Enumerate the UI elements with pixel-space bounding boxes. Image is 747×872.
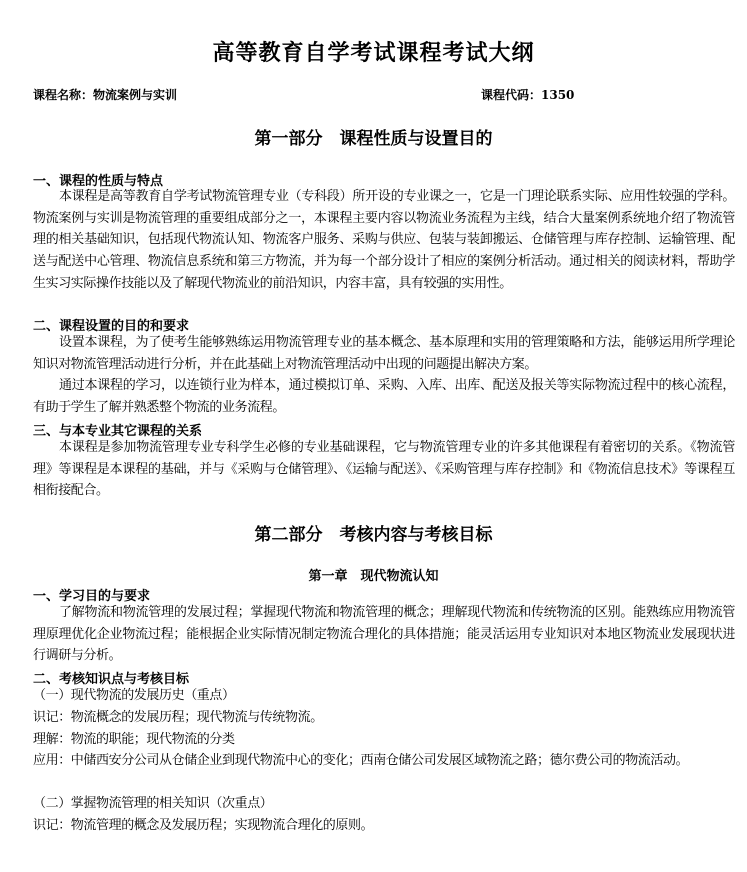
section-heading-purpose: 二、课程设置的目的和要求 (33, 319, 190, 334)
paragraph-goals: 了解物流和物流管理的发展过程；掌握现代物流和物流管理的概念；理解现代物流和传统物流的区别。能熟练应用物流管理原理优化企业物流过程；能根据企业实际情况制定物流合理化的具体措施；能灵活运用专业知识对本地区物流业发展现状进行调研与分析。 (33, 605, 735, 664)
document-title: 高等教育自学考试课程考试大纲 (212, 40, 535, 66)
paragraph-nature: 本课程是高等教育自学考试物流管理专业（专科段）所开设的专业课之一，它是一门理论联系实际、应用性较强的学科。物流案例与实训是物流管理的重要组成部分之一，本课程主要内容以物流业务流程为主线，结合大量案例系统地介绍了物流管理的相关基础知识，包括现代物流认知、物流客户服务、采购与供应、包装与装卸搬运、仓储管理与库存控制、运输管理、配送与配送中心管理、物流信息系统和第三方物流，并为每一个部分设计了相应的案例分析活动。通过相关的阅读材料，帮助学生实习实际操作技能以及了解现代物流业的前沿知识，内容丰富，具有较强的实用性。 (33, 189, 735, 291)
paragraph-relation: 本课程是参加物流管理专业专科学生必修的专业基础课程，它与物流管理专业的许多其他课程有着密切的关系。《物流管理》等课程是本课程的基础，并与《采购与仓储管理》、《运输与配送》、《采购管理与库存控制》和《物流信息技术》等课程互相衔接配合。 (33, 440, 735, 499)
course-code: 课程代码：1350 (481, 88, 575, 102)
item1-apply: 应用：中储西安分公司从仓储企业到现代物流中心的变化；西南仓储公司发展区域物流之路；德尔费公司的物流活动。 (33, 753, 689, 768)
section-heading-nature: 一、课程的性质与特点 (33, 174, 164, 189)
section-heading-goals: 一、学习目的与要求 (33, 589, 151, 604)
part1-title: 第一部分 课程性质与设置目的 (254, 129, 493, 149)
paragraph-purpose-2: 通过本课程的学习，以连锁行业为样本，通过模拟订单、采购、入库、出库、配送及报关等实际物流过程中的核心流程，有助于学生了解并熟悉整个物流的业务流程。 (33, 378, 735, 415)
item1-recall: 识记：物流概念的发展历程；现代物流与传统物流。 (33, 710, 323, 725)
section-heading-relation: 三、与本专业其它课程的关系 (33, 424, 203, 439)
part2-title: 第二部分 考核内容与考核目标 (254, 525, 493, 545)
knowledge-item-2: （二）掌握物流管理的相关知识（次重点） (33, 796, 273, 811)
course-meta (33, 86, 727, 104)
knowledge-item-1: （一）现代物流的发展历史（重点） (33, 688, 235, 703)
course-name: 课程名称：物流案例与实训 (33, 88, 178, 102)
chapter1-title: 第一章 现代物流认知 (308, 569, 439, 584)
item1-understand: 理解：物流的职能；现代物流的分类 (33, 732, 235, 747)
paragraph-purpose-1: 设置本课程，为了使考生能够熟练运用物流管理专业的基本概念、基本原理和实用的管理策略和方法，能够运用所学理论知识对物流管理活动进行分析，并在此基础上对物流管理活动中出现的问题提出解决方案。 (33, 335, 735, 372)
item2-recall: 识记：物流管理的概念及发展历程；实现物流合理化的原则。 (33, 818, 374, 833)
section-heading-knowledge: 二、考核知识点与考核目标 (33, 672, 190, 687)
